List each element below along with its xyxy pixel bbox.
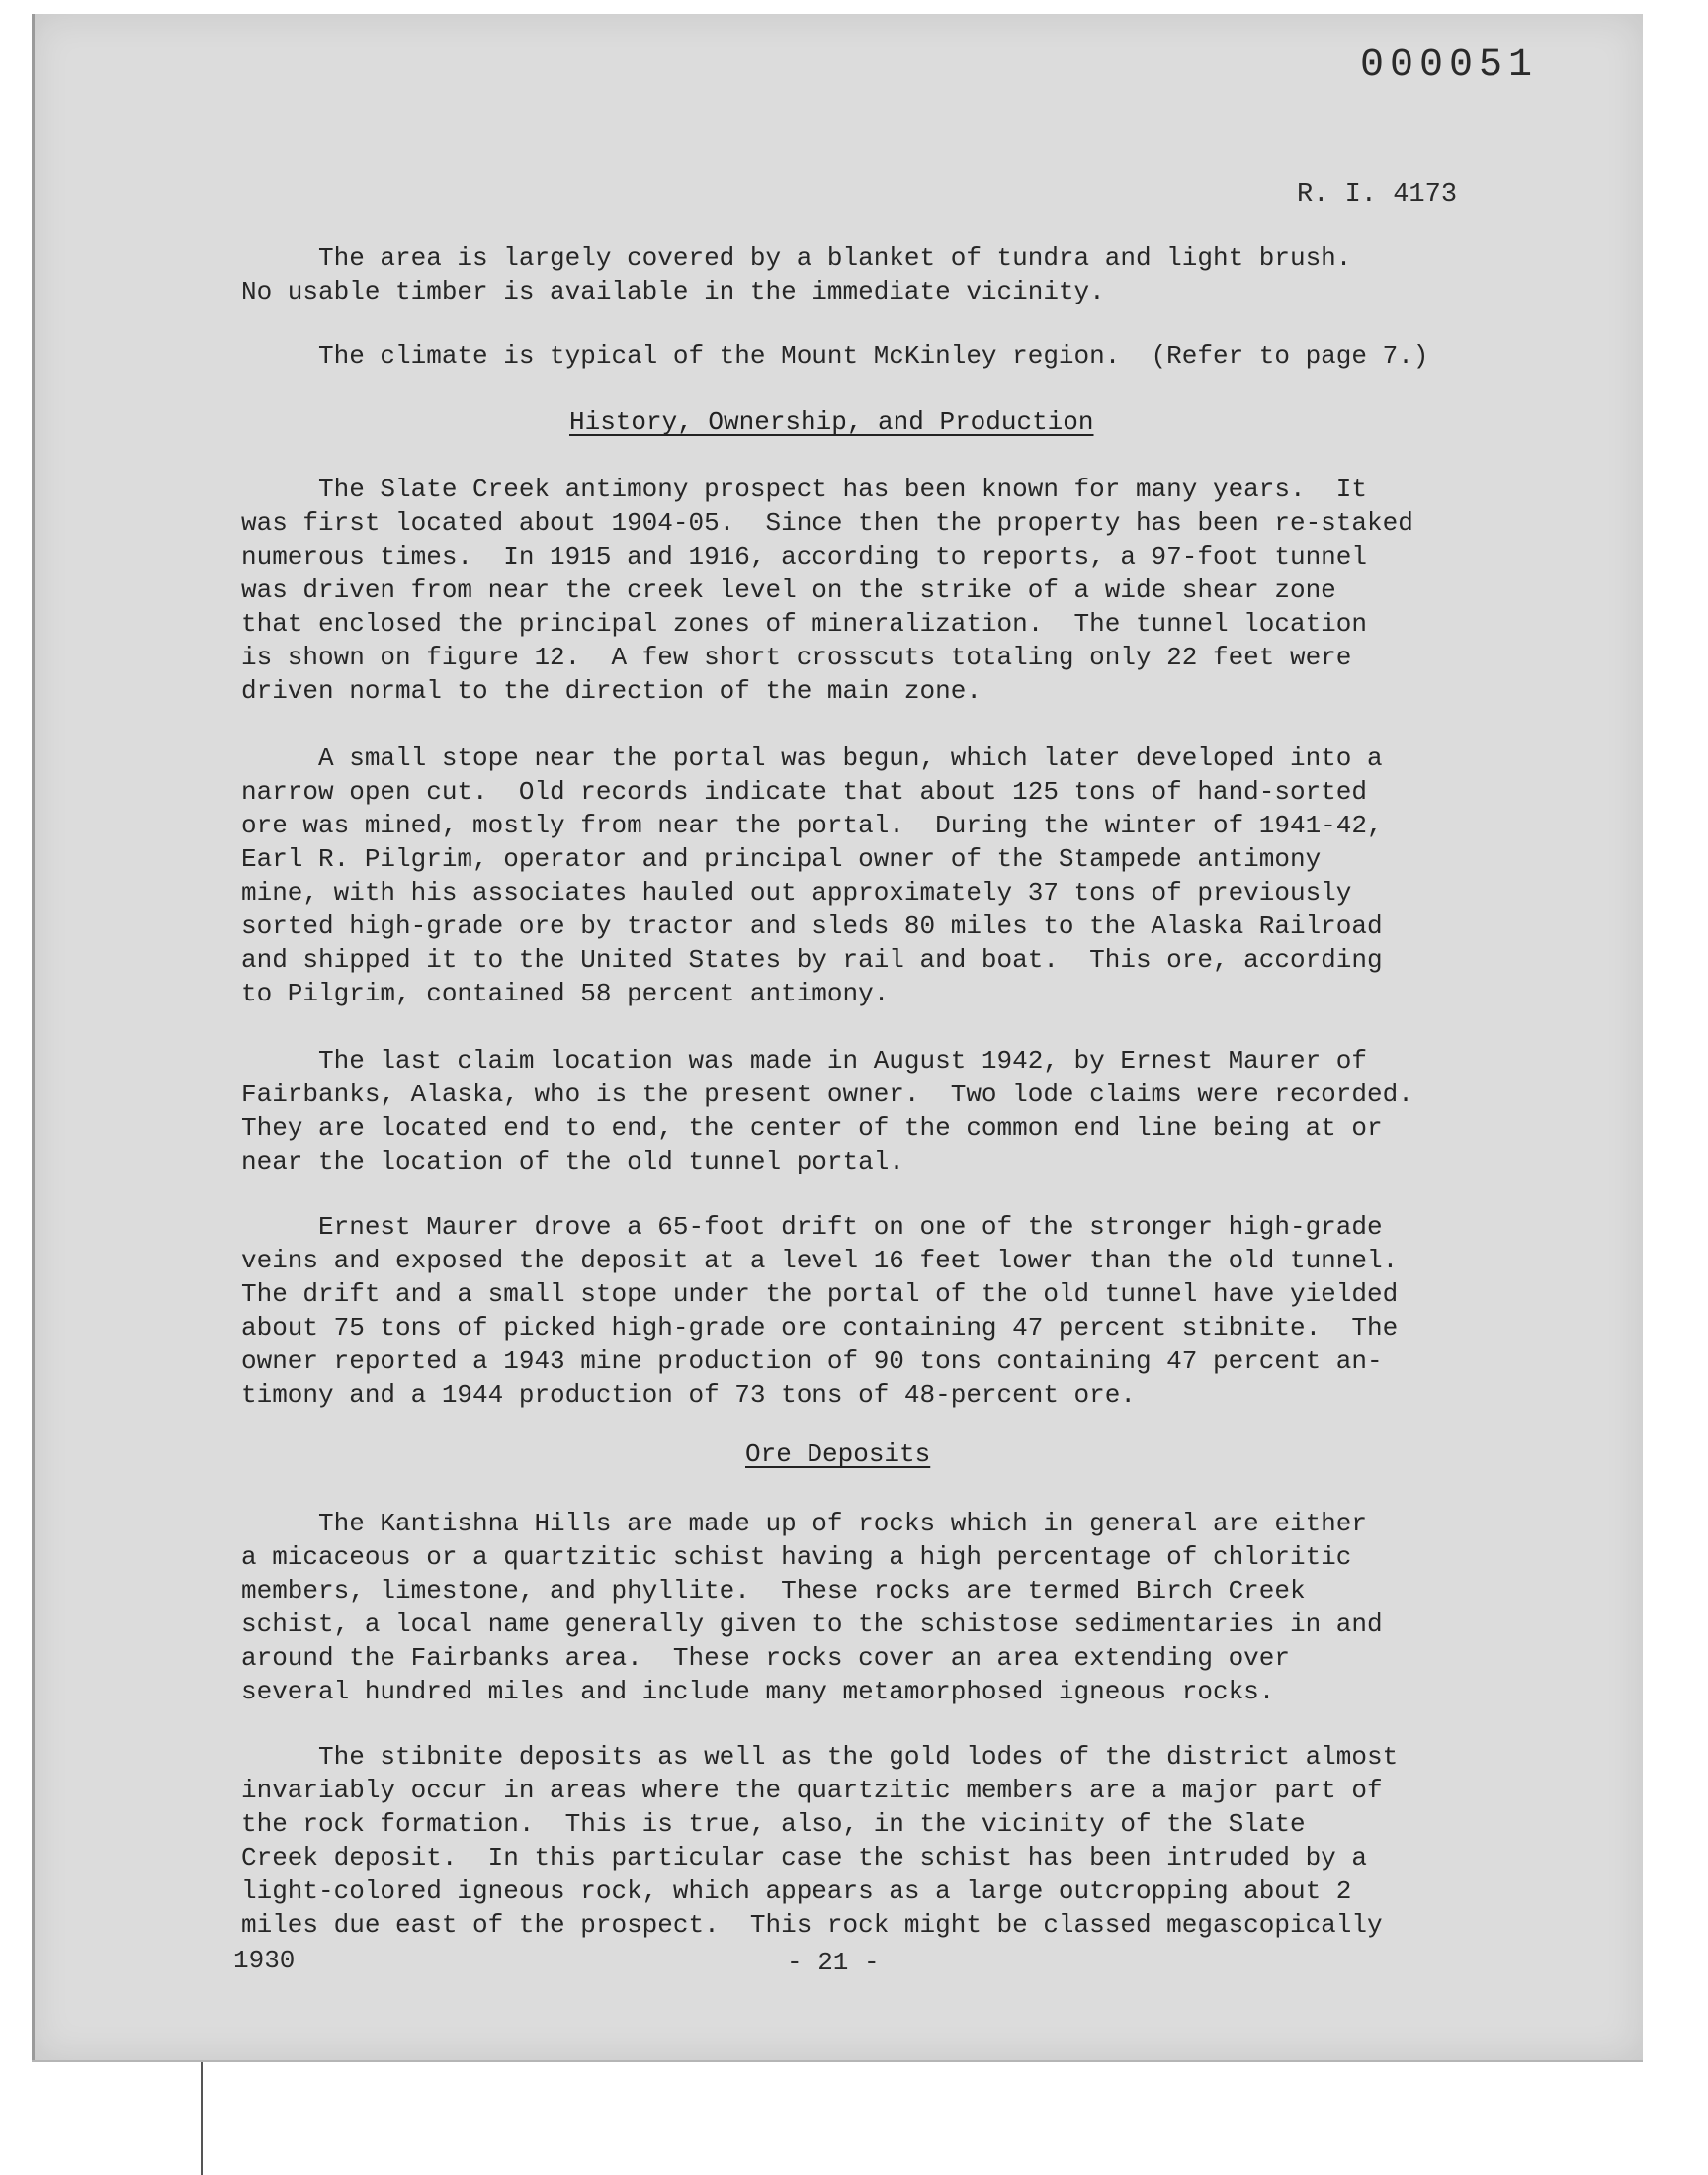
text-line: miles due east of the prospect. This rock might be classed megascopically	[241, 1910, 1383, 1940]
text-line: numerous times. In 1915 and 1916, according to reports, a 97-foot tunnel	[241, 542, 1367, 571]
footer-code: 1930	[233, 1946, 296, 1975]
text-line: The stibnite deposits as well as the gold lodes of the district almost	[241, 1742, 1399, 1772]
text-line: was first located about 1904-05. Since then the property has been re-staked	[241, 508, 1413, 538]
text-line: near the location of the old tunnel portal.	[241, 1147, 904, 1176]
text-line: invariably occur in areas where the quartzitic members are a major part of	[241, 1776, 1383, 1805]
text-line: The Kantishna Hills are made up of rocks which in general are either	[241, 1509, 1367, 1538]
text-line: Earl R. Pilgrim, operator and principal owner of the Stampede antimony	[241, 844, 1322, 874]
text-line: A small stope near the portal was begun, which later developed into a	[241, 743, 1383, 773]
text-line: narrow open cut. Old records indicate that about 125 tons of hand-sorted	[241, 777, 1367, 807]
text-line: ore was mined, mostly from near the portal. During the winter of 1941-42,	[241, 811, 1383, 840]
text-line: schist, a local name generally given to the schistose sedimentaries in and	[241, 1610, 1383, 1639]
section-heading-history: History, Ownership, and Production	[569, 407, 1094, 437]
text-line: several hundred miles and include many metamorphosed igneous rocks.	[241, 1677, 1275, 1706]
text-line: was driven from near the creek level on the strike of a wide shear zone	[241, 575, 1336, 605]
text-line: The climate is typical of the Mount McKinley region. (Refer to page 7.)	[241, 341, 1429, 371]
text-line: is shown on figure 12. A few short crosscuts totaling only 22 feet were	[241, 643, 1352, 672]
text-line: and shipped it to the United States by rail and boat. This ore, according	[241, 945, 1383, 975]
text-line: driven normal to the direction of the main zone.	[241, 676, 982, 706]
text-line: around the Fairbanks area. These rocks cover an area extending over	[241, 1643, 1290, 1673]
text-line: The drift and a small stope under the portal of the old tunnel have yielded	[241, 1279, 1399, 1309]
text-line: a micaceous or a quartzitic schist having a high percentage of chloritic	[241, 1542, 1352, 1572]
text-line: Creek deposit. In this particular case the schist has been intruded by a	[241, 1843, 1367, 1872]
page-edge	[32, 14, 35, 2060]
text-line: to Pilgrim, contained 58 percent antimony.	[241, 979, 890, 1008]
text-line: No usable timber is available in the immediate vicinity.	[241, 277, 1105, 306]
text-line: The Slate Creek antimony prospect has been known for many years. It	[241, 475, 1367, 504]
document-number: 000051	[1360, 44, 1539, 88]
text-line: The last claim location was made in August 1942, by Ernest Maurer of	[241, 1046, 1367, 1076]
text-line: light-colored igneous rock, which appears as a large outcropping about 2	[241, 1876, 1352, 1906]
text-line: mine, with his associates hauled out approximately 37 tons of previously	[241, 878, 1352, 908]
report-id: R. I. 4173	[1297, 180, 1458, 210]
text-line: that enclosed the principal zones of mineralization. The tunnel location	[241, 609, 1367, 639]
text-line: The area is largely covered by a blanket of tundra and light brush.	[241, 243, 1352, 273]
text-line: sorted high-grade ore by tractor and sleds 80 miles to the Alaska Railroad	[241, 912, 1383, 941]
text-line: members, limestone, and phyllite. These rocks are termed Birch Creek	[241, 1576, 1306, 1606]
section-heading-ore-deposits: Ore Deposits	[745, 1439, 931, 1469]
page-edge-bottom	[32, 2060, 1643, 2062]
text-line: veins and exposed the deposit at a level 16 feet lower than the old tunnel.	[241, 1246, 1399, 1275]
text-line: Ernest Maurer drove a 65-foot drift on one of the stronger high-grade	[241, 1212, 1383, 1242]
text-line: Fairbanks, Alaska, who is the present owner. Two lode claims were recorded.	[241, 1080, 1413, 1109]
text-line: They are located end to end, the center of the common end line being at or	[241, 1113, 1383, 1143]
scan-artifact-line	[201, 2062, 203, 2175]
page-number: - 21 -	[787, 1948, 880, 1977]
text-line: owner reported a 1943 mine production of 90 tons containing 47 percent an-	[241, 1347, 1383, 1376]
text-line: the rock formation. This is true, also, in the vicinity of the Slate	[241, 1809, 1306, 1839]
text-line: about 75 tons of picked high-grade ore containing 47 percent stibnite. The	[241, 1313, 1399, 1343]
text-line: timony and a 1944 production of 73 tons of 48-percent ore.	[241, 1380, 1136, 1410]
